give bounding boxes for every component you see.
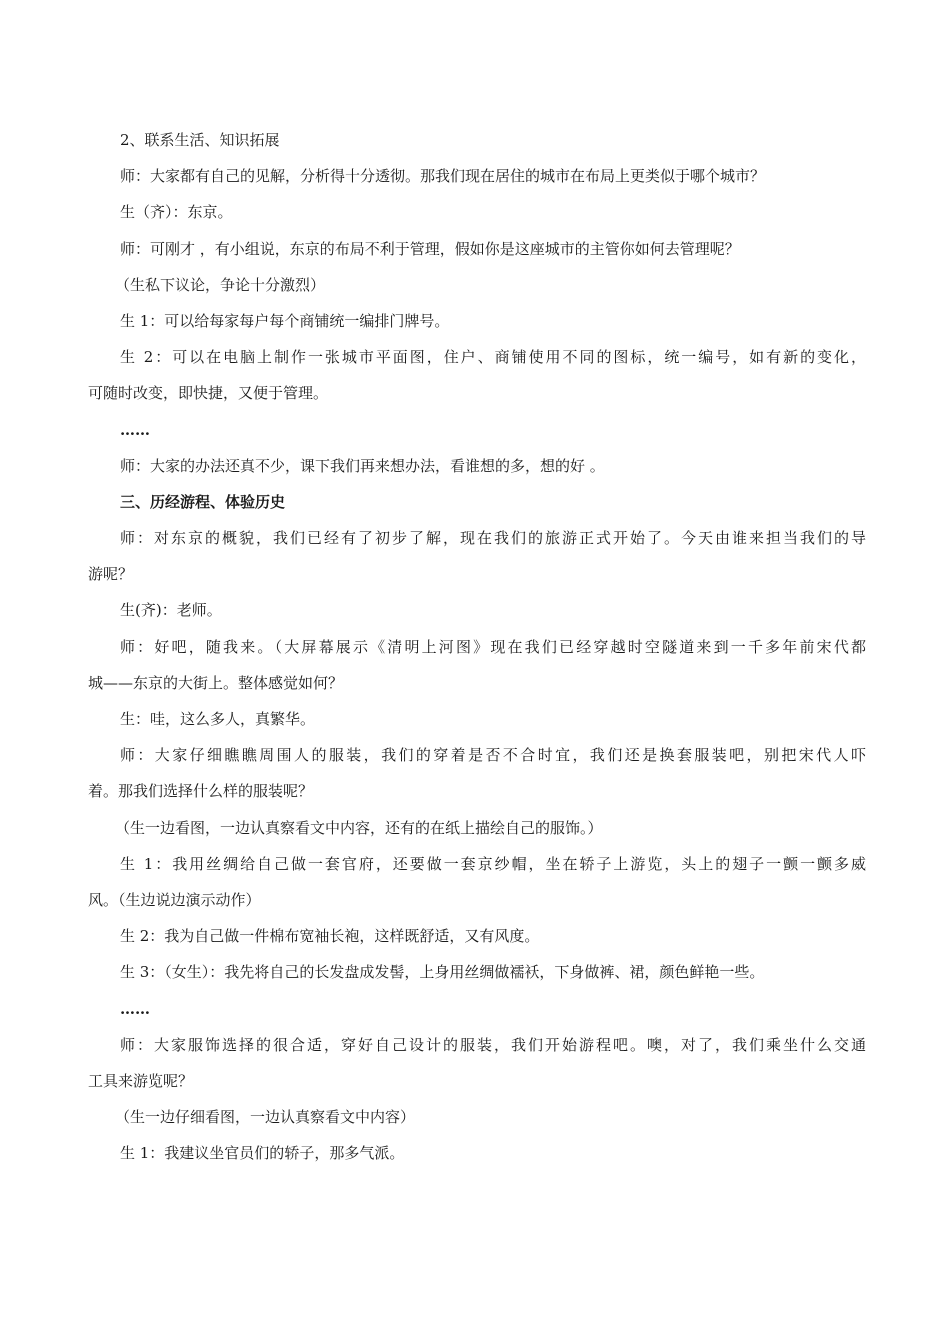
paragraph-line: （生一边看图，一边认真察看文中内容，还有的在纸上描绘自己的服饰。）: [115, 818, 603, 837]
paragraph-line: 生：哇，这么多人，真繁华。: [120, 710, 316, 728]
paragraph-line: 生 3：（女生）：我先将自己的长发盘成发髻，上身用丝绸做襦袄，下身做裤、裙，颜色鲜艳一些。: [120, 963, 765, 982]
paragraph-line: 生 1：我用丝绸给自己做一套官府，还要做一套京纱帽，坐在轿子上游览，头上的翅子一颤一颤多威: [120, 854, 866, 873]
paragraph-line: 生 1：可以给每家每户每个商铺统一编排门牌号。: [120, 311, 450, 330]
paragraph-line: 城——东京的大街上。整体感觉如何？: [88, 673, 344, 692]
section-subheading: 2、联系生活、知识拓展: [120, 131, 280, 149]
ellipsis-line: ……: [120, 999, 150, 1018]
section-heading: 三、历经游程、体验历史: [120, 492, 286, 511]
paragraph-line: 师：可刚才 ，有小组说，东京的布局不利于管理，假如你是这座城市的主管你如何去管理呢？: [120, 239, 740, 258]
paragraph-line: 生 2：我为自己做一件棉布宽袖长袍，这样既舒适，又有风度。: [120, 927, 540, 946]
paragraph-line: 师：大家的办法还真不少，课下我们再来想办法，看谁想的多，想的好 。: [120, 456, 605, 475]
paragraph-line: 生(齐)：老师。: [120, 601, 222, 620]
paragraph-line: 师：大家仔细瞧瞧周围人的服装，我们的穿着是否不合时宜，我们还是换套服装吧，别把宋代人吓: [120, 746, 866, 765]
paragraph-line: （生一边仔细看图，一边认真察看文中内容）: [115, 1108, 416, 1127]
paragraph-line: 生（齐）：东京。: [120, 203, 233, 222]
paragraph-line: 师：对东京的概貌，我们已经有了初步了解，现在我们的旅游正式开始了。今天由谁来担当我们的导: [120, 529, 866, 548]
paragraph-line: 游呢？: [88, 565, 134, 584]
paragraph-line: 着。那我们选择什么样的服装呢？: [88, 782, 314, 801]
paragraph-line: 生 2：可以在电脑上制作一张城市平面图，住户、商铺使用不同的图标，统一编号，如有新的变化，: [120, 348, 866, 367]
paragraph-line: 生 1：我建议坐官员们的轿子，那多气派。: [120, 1144, 405, 1163]
paragraph-line: 风。（生边说边演示动作）: [88, 890, 261, 909]
paragraph-line: 师：好吧，随我来。（大屏幕展示《清明上河图》现在我们已经穿越时空隧道来到一千多年前宋代都: [120, 637, 866, 656]
paragraph-line: 可随时改变，即快捷，又便于管理。: [88, 384, 329, 403]
paragraph-line: 师：大家都有自己的见解，分析得十分透彻。那我们现在居住的城市在布局上更类似于哪个城市？: [120, 167, 766, 186]
paragraph-line: 工具来游览呢？: [88, 1071, 194, 1090]
paragraph-line: （生私下议论，争论十分激烈）: [115, 275, 326, 294]
ellipsis-line: ……: [120, 420, 150, 439]
paragraph-line: 师：大家服饰选择的很合适，穿好自己设计的服装，我们开始游程吧。噢，对了，我们乘坐什么交通: [120, 1035, 866, 1054]
document-body: [88, 122, 866, 1171]
